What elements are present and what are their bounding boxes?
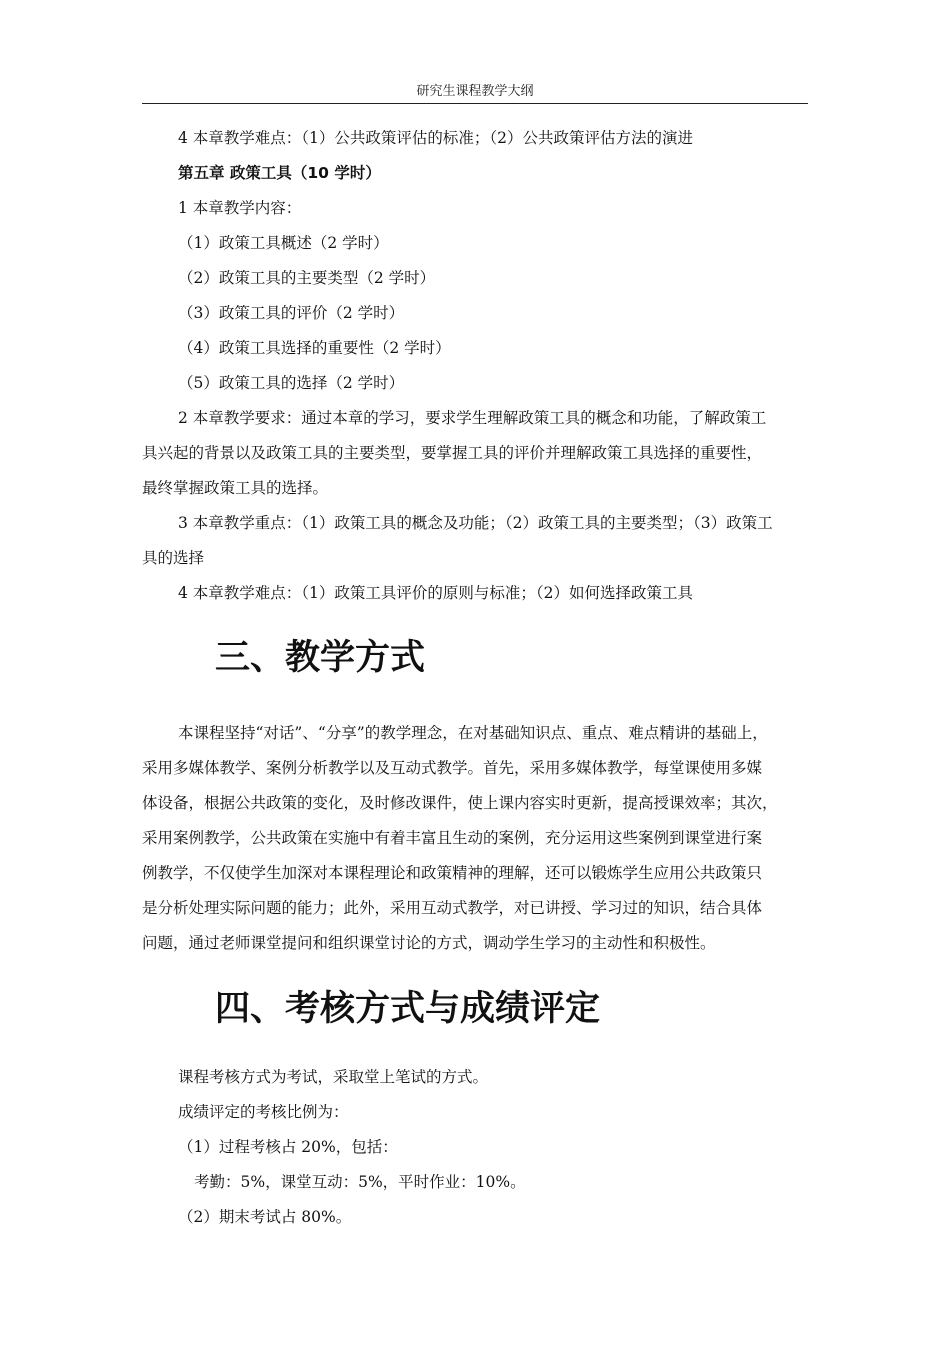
section-3-line-3: 体设备，根据公共政策的变化，及时修改课件，使上课内容实时更新，提高授课效率；其次，: [142, 794, 778, 812]
ch5-item-5: （5）政策工具的选择（2 学时）: [178, 374, 405, 392]
chapter-5-title: 第五章 政策工具（10 学时）: [178, 164, 381, 182]
section-3-line-6: 是分析处理实际问题的能力；此外，采用互动式教学，对已讲授、学习过的知识，结合具体: [142, 899, 763, 917]
section-4-line-5: （2）期末考试占 80%。: [178, 1208, 352, 1226]
section-4-heading: 四、考核方式与成绩评定: [215, 988, 601, 1029]
ch5-difficulty: 4 本章教学难点：（1）政策工具评价的原则与标准；（2）如何选择政策工具: [178, 584, 694, 602]
section-3-heading: 三、教学方式: [215, 637, 426, 678]
ch5-keypoints-line-1: 3 本章教学重点：（1）政策工具的概念及功能；（2）政策工具的主要类型；（3）政策工: [178, 514, 773, 532]
section-4-line-3: （1）过程考核占 20%，包括：: [178, 1138, 398, 1156]
ch5-item-4: （4）政策工具选择的重要性（2 学时）: [178, 339, 451, 357]
section-4-line-2: 成绩评定的考核比例为：: [178, 1103, 349, 1121]
section-4-line-1: 课程考核方式为考试，采取堂上笔试的方式。: [178, 1068, 489, 1086]
ch4-difficulty: 4 本章教学难点：（1）公共政策评估的标准；（2）公共政策评估方法的演进: [178, 129, 694, 147]
ch5-requirement-line-2: 具兴起的背景以及政策工具的主要类型，要掌握工具的评价并理解政策工具选择的重要性，: [142, 444, 763, 462]
section-3-line-5: 例教学，不仅使学生加深对本课程理论和政策精神的理解，还可以锻炼学生应用公共政策只: [142, 864, 763, 882]
section-3-line-7: 问题，通过老师课堂提问和组织课堂讨论的方式，调动学生学习的主动性和积极性。: [142, 934, 716, 952]
header-divider: [142, 103, 808, 104]
ch5-requirement-line-1: 2 本章教学要求：通过本章的学习，要求学生理解政策工具的概念和功能，了解政策工: [178, 409, 767, 427]
ch5-content-label: 1 本章教学内容：: [178, 199, 302, 217]
section-4-line-4: 考勤：5%，课堂互动：5%，平时作业：10%。: [194, 1173, 526, 1191]
section-3-line-2: 采用多媒体教学、案例分析教学以及互动式教学。首先，采用多媒体教学，每堂课使用多媒: [142, 759, 763, 777]
section-3-line-1: 本课程坚持“对话”、“分享”的教学理念，在对基础知识点、重点、难点精讲的基础上，: [178, 724, 768, 742]
ch5-item-2: （2）政策工具的主要类型（2 学时）: [178, 269, 436, 287]
ch5-item-3: （3）政策工具的评价（2 学时）: [178, 304, 405, 322]
ch5-keypoints-line-2: 具的选择: [142, 549, 205, 567]
ch5-requirement-line-3: 最终掌握政策工具的选择。: [142, 479, 329, 497]
page-header: 研究生课程教学大纲: [416, 84, 534, 99]
section-3-line-4: 采用案例教学，公共政策在实施中有着丰富且生动的案例，充分运用这些案例到课堂进行案: [142, 829, 763, 847]
ch5-item-1: （1）政策工具概述（2 学时）: [178, 234, 389, 252]
